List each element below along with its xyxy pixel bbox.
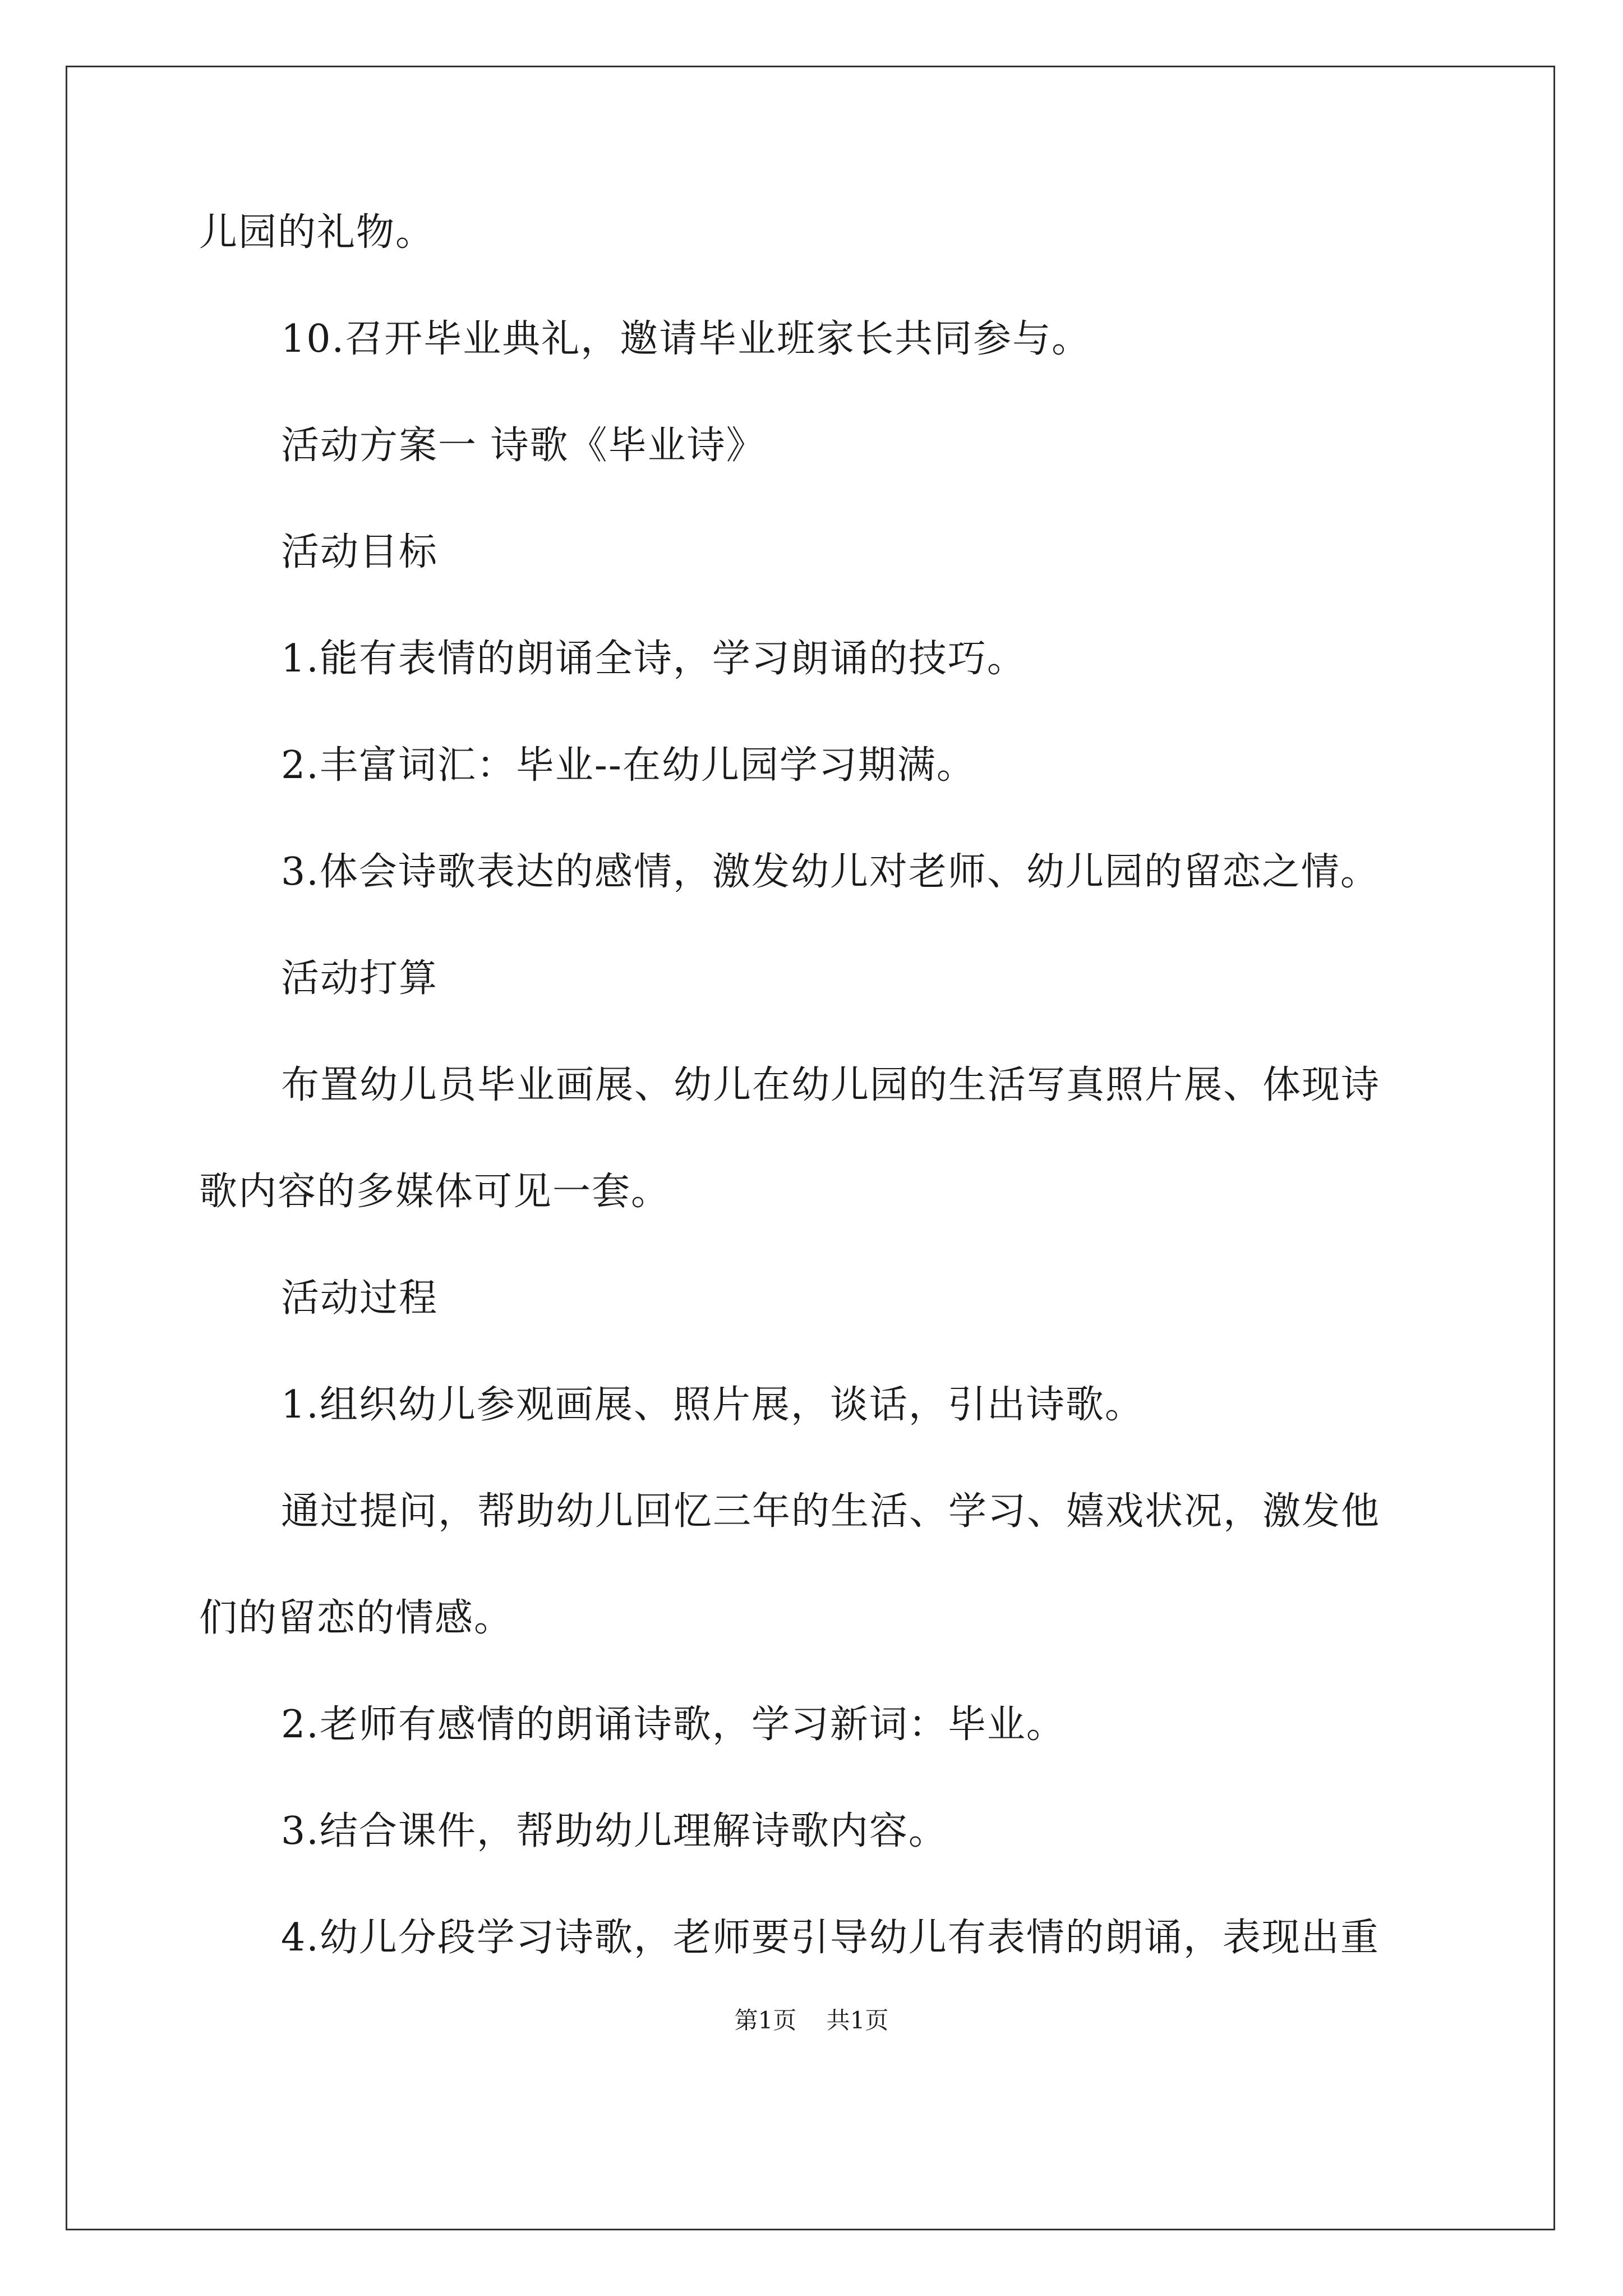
section-heading: 活动打算 <box>281 956 439 1001</box>
page-footer: 第1页 共1页 <box>734 2007 889 2034</box>
text-line: 4.幼儿分段学习诗歌，老师要引导幼儿有表情的朗诵，表现出重 <box>281 1916 1380 1960</box>
text-line: 2.老师有感情的朗诵诗歌，学习新词：毕业。 <box>281 1703 1066 1747</box>
text-line: 3.结合课件，帮助幼儿理解诗歌内容。 <box>281 1809 948 1853</box>
text-line: 们的留恋的情感。 <box>199 1596 514 1640</box>
text-line: 通过提问，帮助幼儿回忆三年的生活、学习、嬉戏状况，激发他 <box>281 1489 1381 1534</box>
section-heading: 活动过程 <box>281 1276 439 1320</box>
text-line: 布置幼儿员毕业画展、幼儿在幼儿园的生活写真照片展、体现诗 <box>281 1063 1381 1107</box>
text-line: 2.丰富词汇：毕业--在幼儿园学习期满。 <box>281 743 976 788</box>
text-line: 3.体会诗歌表达的感情，激发幼儿对老师、幼儿园的留恋之情。 <box>281 850 1380 894</box>
text-line: 歌内容的多媒体可见一套。 <box>199 1170 671 1214</box>
section-heading: 活动方案一 诗歌《毕业诗》 <box>281 424 766 468</box>
text-line: 1.组织幼儿参观画展、照片展，谈话，引出诗歌。 <box>281 1383 1144 1427</box>
section-heading: 活动目标 <box>281 530 439 574</box>
page-frame <box>66 66 1555 2230</box>
text-line: 10.召开毕业典礼，邀请毕业班家长共同参与。 <box>281 317 1091 361</box>
text-line: 儿园的礼物。 <box>199 210 435 255</box>
text-line: 1.能有表情的朗诵全诗，学习朗诵的技巧。 <box>281 637 1026 681</box>
